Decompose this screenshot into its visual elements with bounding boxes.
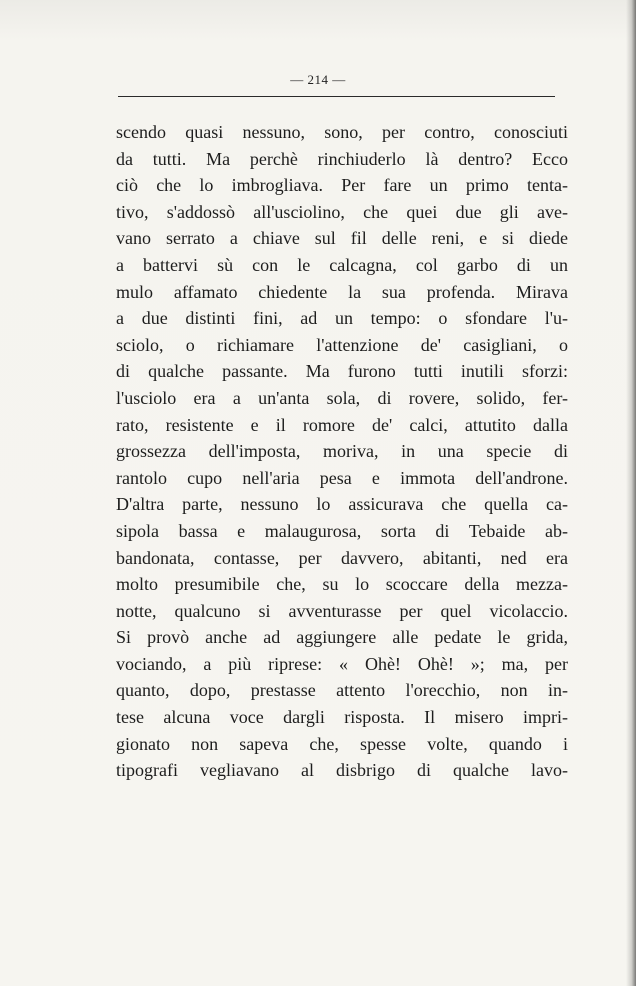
text-line: di qualche passante. Ma furono tutti inutili sforzi: (116, 361, 568, 382)
text-line: tese alcuna voce dargli risposta. Il misero impri- (116, 707, 568, 728)
text-line: quanto, dopo, prestasse attento l'orecchio, non in- (116, 680, 568, 701)
text-line: tivo, s'addossò all'usciolino, che quei due gli ave- (116, 201, 568, 222)
header-rule (118, 96, 555, 97)
text-line: l'usciolo era a un'anta sola, di rovere, solido, fer- (116, 387, 568, 408)
text-line: D'altra parte, nessuno lo assicurava che quella ca- (116, 494, 568, 515)
text-line: grossezza dell'imposta, moriva, in una specie di (116, 441, 568, 462)
text-line: Si provò anche ad aggiungere alle pedate le grida, (116, 627, 568, 648)
text-line: a battervi sù con le calcagna, col garbo di un (116, 254, 568, 275)
page-number: — 214 — (290, 72, 346, 87)
text-line: vano serrato a chiave sul fil delle reni, e si diede (116, 228, 568, 249)
text-line: rantolo cupo nell'aria pesa e immota dell'androne. (116, 467, 568, 488)
text-line: bandonata, contasse, per davvero, abitanti, ned era (116, 547, 568, 568)
text-line: molto presumibile che, su lo scoccare della mezza- (116, 574, 568, 595)
text-line: tipografi vegliavano al disbrigo di qualche lavo- (116, 760, 568, 781)
text-line: scendo quasi nessuno, sono, per contro, conosciuti (116, 122, 568, 142)
text-line: a due distinti fini, ad un tempo: o sfondare l'u- (116, 308, 568, 329)
text-line: mulo affamato chiedente la sua profenda. Mirava (116, 281, 568, 302)
text-line: vociando, a più riprese: « Ohè! Ohè! »; ma, per (116, 653, 568, 674)
text-line: ciò che lo imbrogliava. Per fare un primo tenta- (116, 175, 568, 196)
text-line: sciolo, o richiamare l'attenzione de' casigliani, o (116, 334, 568, 355)
text-line: sipola bassa e malaugurosa, sorta di Tebaide ab- (116, 520, 568, 541)
text-line: da tutti. Ma perchè rinchiuderlo là dentro? Ecco (116, 148, 568, 169)
text-line: notte, qualcuno si avventurasse per quel vicolaccio. (116, 600, 568, 621)
page-edge-shadow (626, 0, 636, 986)
text-line: gionato non sapeva che, spesse volte, quando i (116, 733, 568, 754)
body-text (116, 119, 568, 784)
text-line: rato, resistente e il romore de' calci, attutito dalla (116, 414, 568, 435)
